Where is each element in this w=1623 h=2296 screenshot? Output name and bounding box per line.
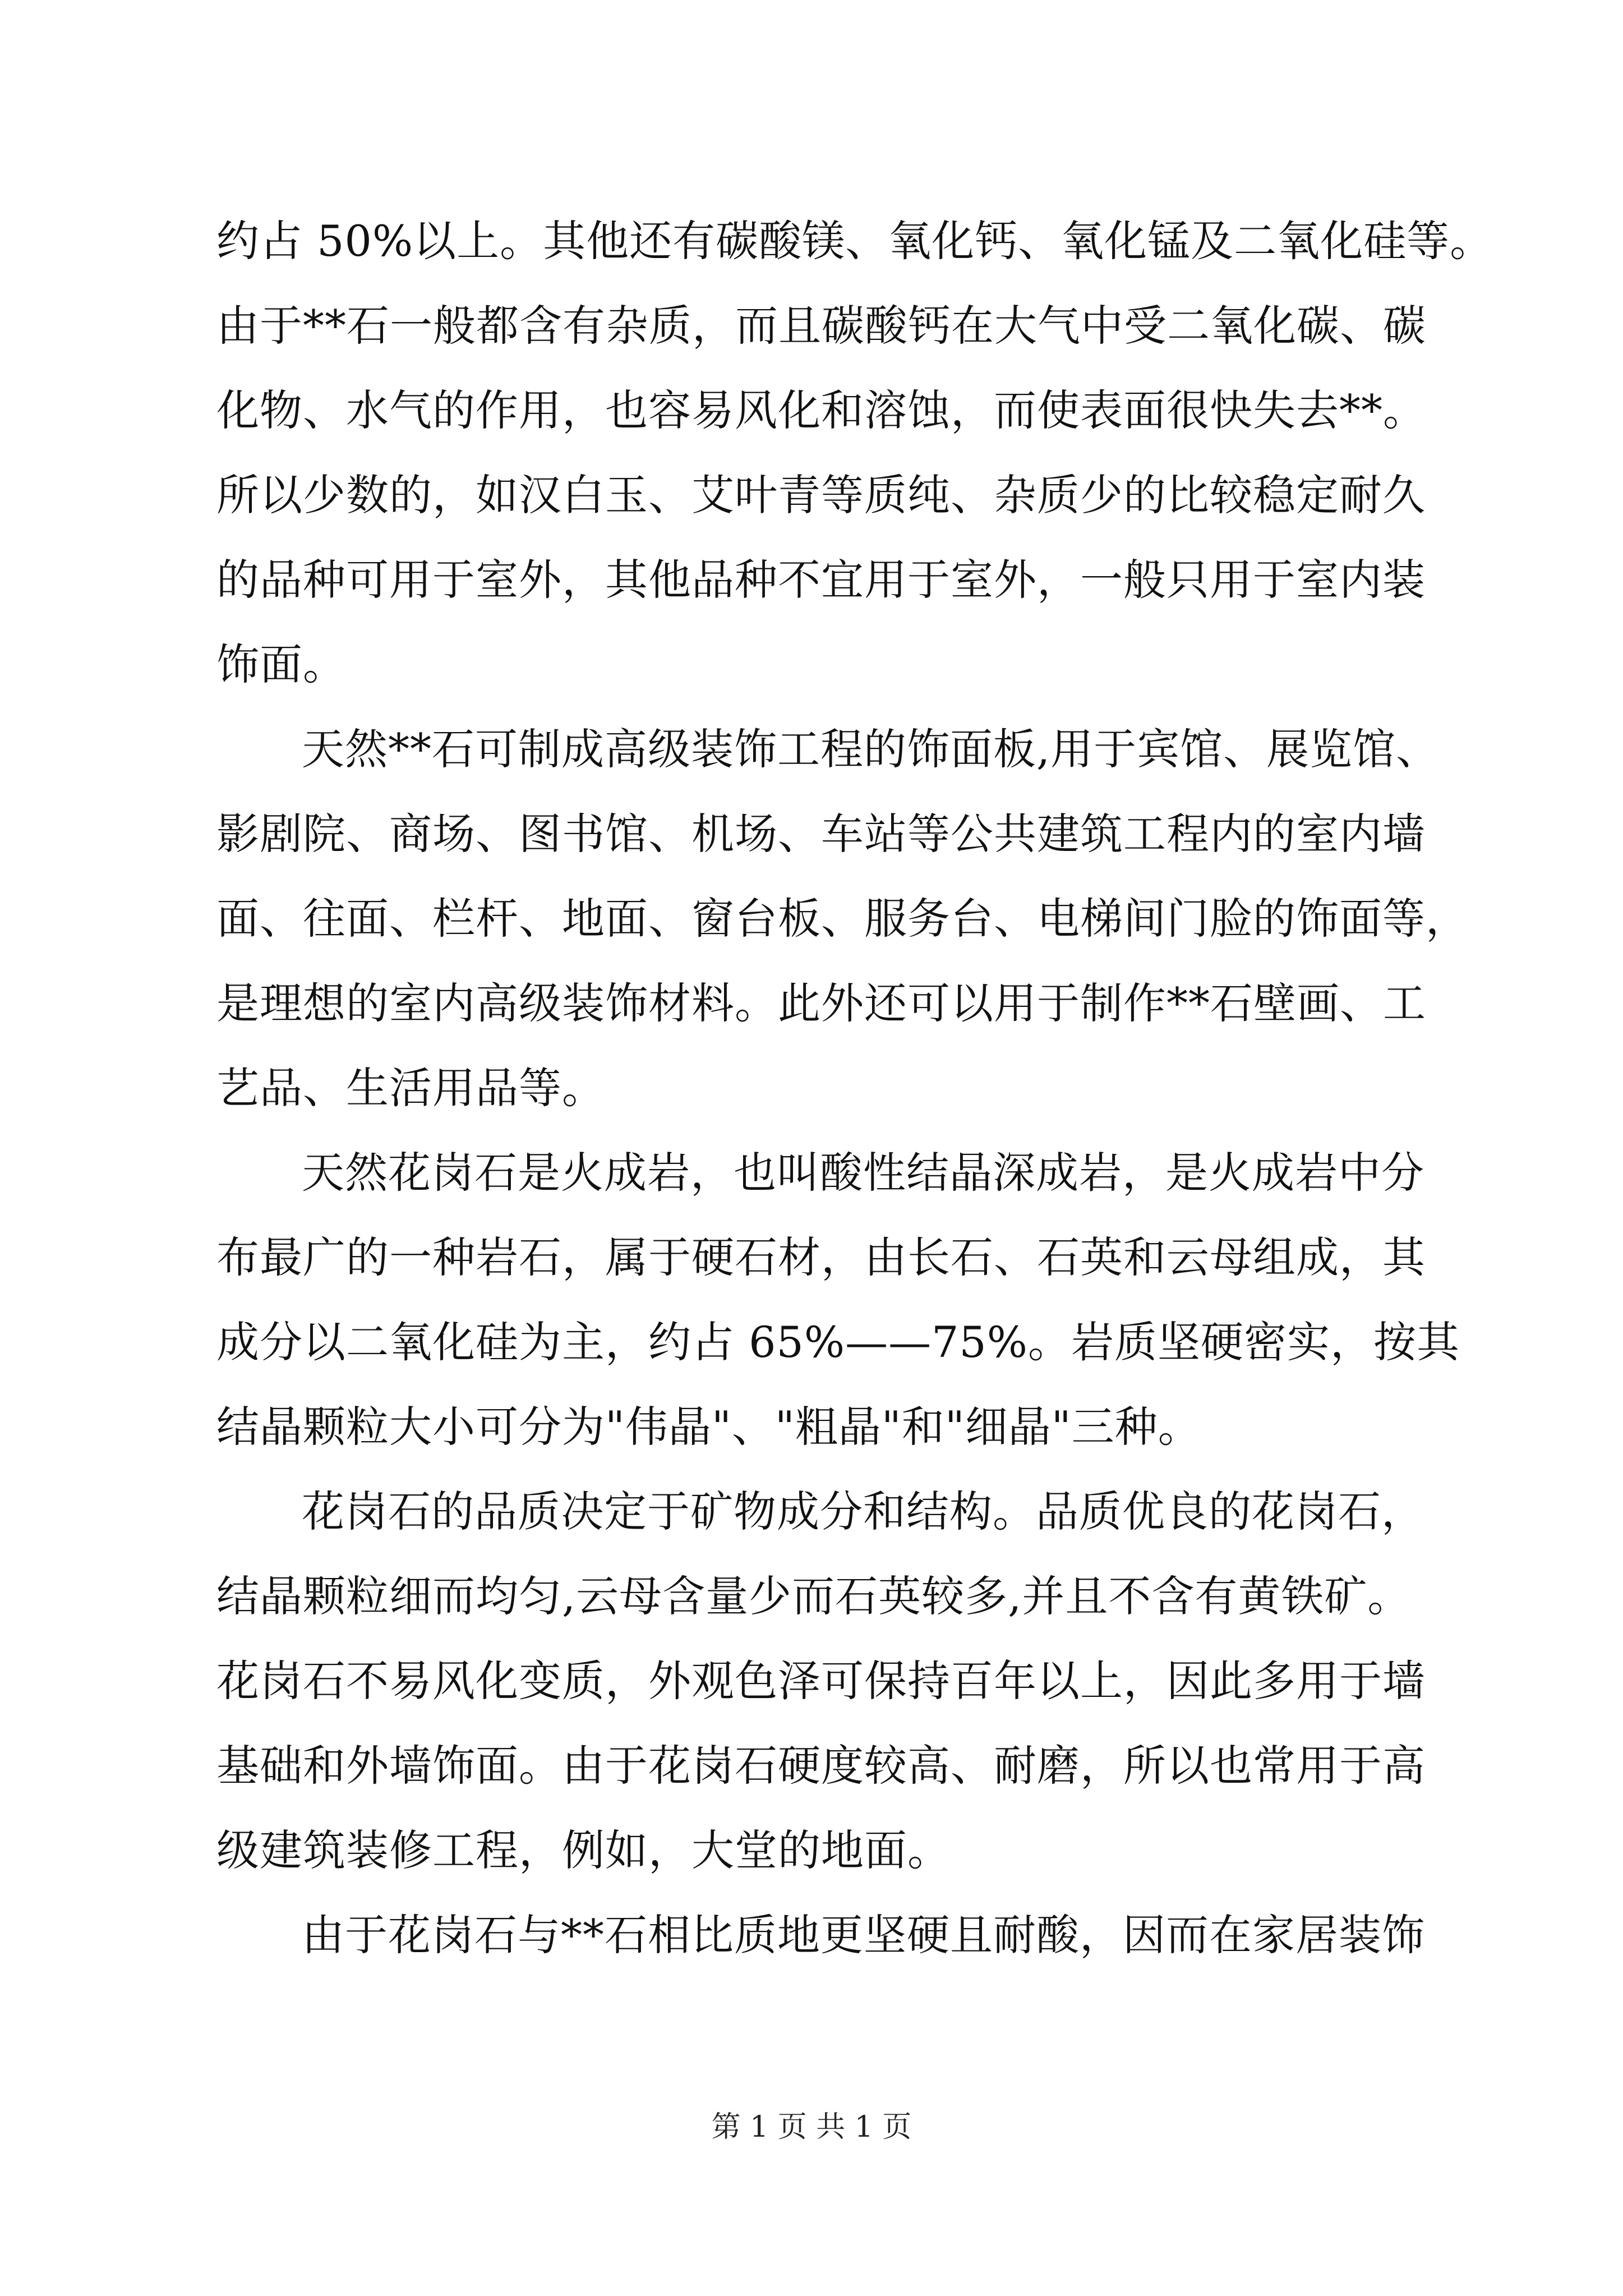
text-line: 所以少数的，如汉白玉、艾叶青等质纯、杂质少的比较稳定耐久 xyxy=(216,470,1426,520)
text-line: 面、往面、栏杆、地面、窗台板、服务台、电梯间门脸的饰面等， xyxy=(216,894,1469,944)
text-line: 结晶颗粒大小可分为"伟晶"、"粗晶"和"细晶"三种。 xyxy=(216,1402,1201,1452)
text-line: 饰面。 xyxy=(216,639,346,689)
text-line: 结晶颗粒细而均匀,云母含量少而石英较多,并且不含有黄铁矿。 xyxy=(216,1571,1411,1621)
paragraph-first-line: 天然花岗石是火成岩，也叫酸性结晶深成岩，是火成岩中分 xyxy=(302,1148,1424,1198)
text-line: 约占 50%以上。其他还有碳酸镁、氧化钙、氧化锰及二氧化硅等。 xyxy=(216,216,1493,266)
text-line: 布最广的一种岩石，属于硬石材，由长石、石英和云母组成，其 xyxy=(216,1232,1426,1282)
paragraph-first-line: 天然**石可制成高级装饰工程的饰面板,用于宾馆、展览馆、 xyxy=(302,724,1440,774)
paragraph-first-line: 由于花岗石与**石相比质地更坚硬且耐酸，因而在家居装饰 xyxy=(302,1910,1425,1960)
text-line: 成分以二氧化硅为主，约占 65%——75%。岩质坚硬密实，按其 xyxy=(216,1317,1460,1367)
text-line: 是理想的室内高级装饰材料。此外还可以用于制作**石壁画、工 xyxy=(216,978,1426,1028)
page-footer: 第 1 页 共 1 页 xyxy=(711,2110,912,2144)
text-line: 化物、水气的作用，也容易风化和溶蚀，而使表面很快失去**。 xyxy=(216,385,1426,435)
text-line: 由于**石一般都含有杂质，而且碳酸钙在大气中受二氧化碳、碳 xyxy=(216,301,1426,351)
text-line: 的品种可用于室外，其他品种不宜用于室外，一般只用于室内装 xyxy=(216,555,1426,605)
text-line: 基础和外墙饰面。由于花岗石硬度较高、耐磨，所以也常用于高 xyxy=(216,1741,1426,1791)
text-line: 影剧院、商场、图书馆、机场、车站等公共建筑工程内的室内墙 xyxy=(216,809,1426,859)
text-line: 级建筑装修工程，例如，大堂的地面。 xyxy=(216,1825,951,1875)
paragraph-first-line: 花岗石的品质决定于矿物成分和结构。品质优良的花岗石， xyxy=(302,1487,1424,1536)
text-line: 花岗石不易风化变质，外观色泽可保持百年以上，因此多用于墙 xyxy=(216,1656,1426,1706)
text-line: 艺品、生活用品等。 xyxy=(216,1063,605,1113)
